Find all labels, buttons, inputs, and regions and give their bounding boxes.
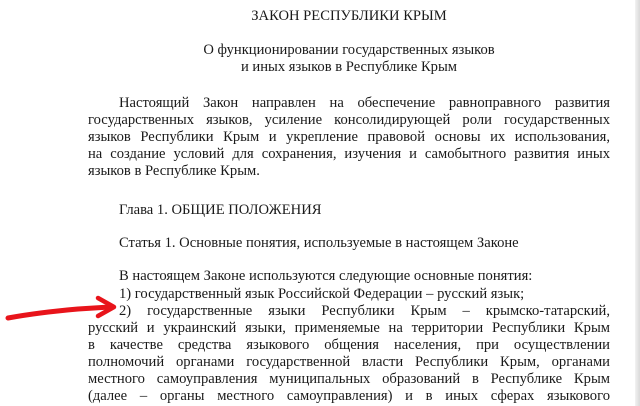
- preamble-line: государственных языков, усиление консолидирующей роли государственных: [88, 112, 610, 128]
- definition-line: (далее – органы местного самоуправления) и в иных сферах языкового: [88, 388, 610, 404]
- preamble-line: Настоящий Закон направлен на обеспечение равноправного развития: [119, 95, 610, 111]
- preamble-line: языков в Республике Крым.: [88, 163, 260, 179]
- definition-item-2: [88, 303, 610, 405]
- preamble-line: языков Республики Крым и укрепление правовой основы их использования,: [88, 129, 610, 145]
- preamble-line: на создание условий для сохранения, изучения и самобытного развития иных: [88, 146, 610, 162]
- chapter-heading: Глава 1. ОБЩИЕ ПОЛОЖЕНИЯ: [119, 202, 322, 218]
- red-arrow-stroke: [8, 307, 110, 318]
- page-edge-shadow: [635, 0, 640, 406]
- article-heading: Статья 1. Основные понятия, используемые в настоящем Законе: [119, 235, 519, 251]
- definition-line: полномочий органами государственной власти Республики Крым, органами: [88, 354, 610, 370]
- law-title: ЗАКОН РЕСПУБЛИКИ КРЫМ: [251, 8, 447, 24]
- red-arrow-marker: [0, 0, 140, 406]
- article-intro: В настоящем Законе используются следующие основные понятия:: [119, 268, 533, 284]
- subtitle-line: О функционировании государственных языков: [203, 42, 495, 58]
- definition-line: 1) государственный язык Российской Федерации – русский язык;: [119, 286, 525, 302]
- definition-item-1: [88, 286, 610, 303]
- subtitle-line: и иных языков в Республике Крым: [240, 59, 458, 75]
- law-subtitle: [88, 42, 610, 76]
- definition-line: в качестве средства языкового общения населения, при осуществлении: [88, 337, 610, 353]
- definition-line: местного самоуправления муниципальных образований в Республике Крым: [88, 371, 610, 387]
- definition-line: русский и украинский языки, применяемые на территории Республики Крым: [88, 320, 610, 336]
- preamble-paragraph: [88, 95, 610, 180]
- definition-line: 2) государственные языки Республики Крым – крымско-татарский,: [119, 303, 610, 319]
